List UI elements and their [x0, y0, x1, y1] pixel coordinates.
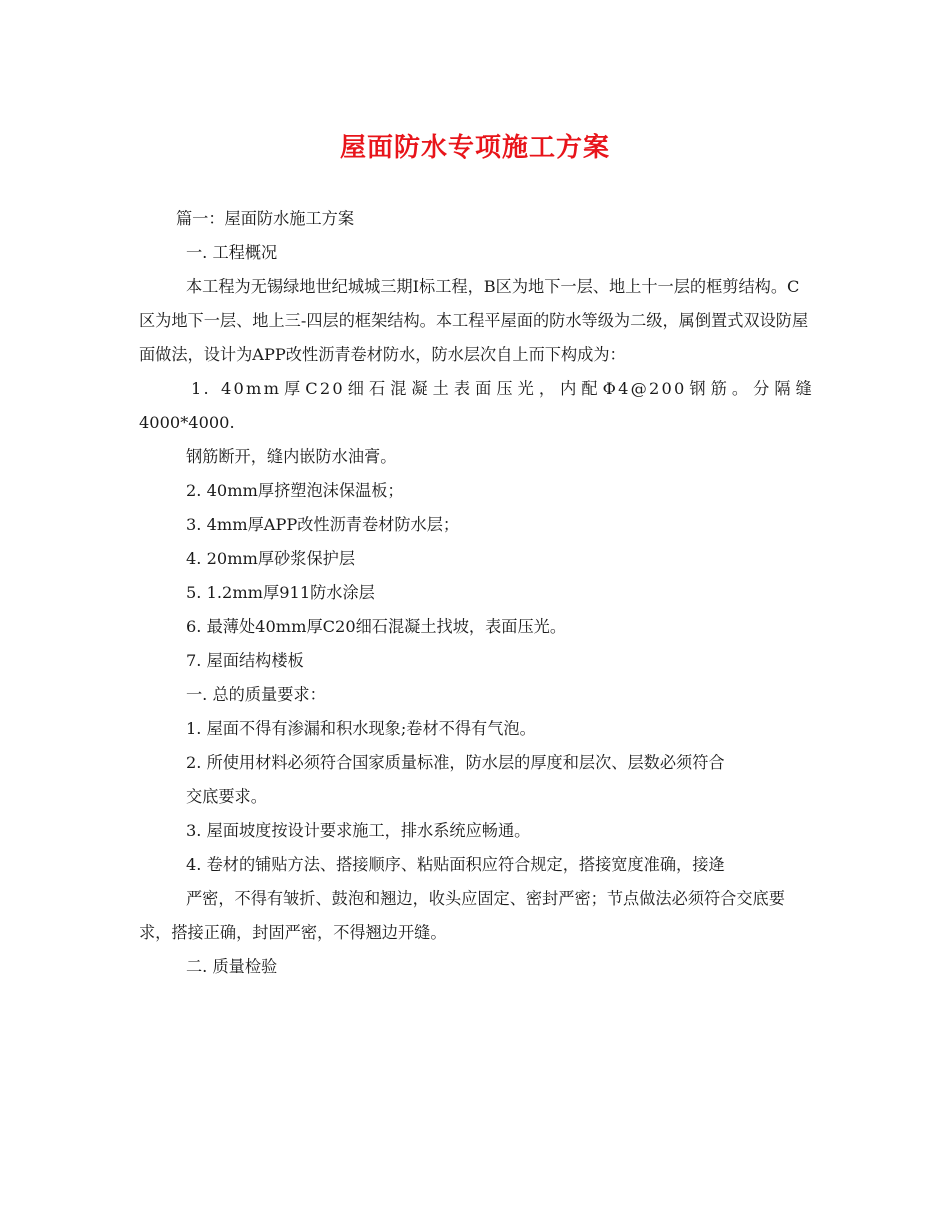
paragraph: 1. 40mm厚C20细石混凝土表面压光，内配Φ4@200钢筋。分隔缝 — [191, 379, 814, 398]
paragraph: 二. 质量检验 — [186, 957, 278, 976]
paragraph: 一. 工程概况 — [186, 243, 278, 262]
document-body — [139, 202, 814, 984]
paragraph: 5. 1.2mm厚911防水涂层 — [186, 583, 375, 602]
paragraph: 4. 20mm厚砂浆保护层 — [186, 549, 356, 568]
paragraph: 3. 屋面坡度按设计要求施工，排水系统应畅通。 — [186, 821, 531, 840]
paragraph: 2. 40mm厚挤塑泡沫保温板； — [186, 481, 404, 500]
paragraph: 4000*4000. — [139, 413, 235, 432]
paragraph: 本工程为无锡绿地世纪城城三期Ⅰ标工程，B区为地下一层、地上十一层的框剪结构。C区为地下一层、地上三-四层的框架结构。本工程平屋面的防水等级为二级，属倒置式双设防屋面做法，设计为APP改性沥青卷材防水，防水层次自上而下构成为： — [139, 277, 809, 364]
paragraph: 交底要求。 — [186, 787, 267, 806]
paragraph: 6. 最薄处40mm厚C20细石混凝土找坡，表面压光。 — [186, 617, 567, 636]
paragraph: 7. 屋面结构楼板 — [186, 651, 304, 670]
document-title: 屋面防水专项施工方案 — [339, 133, 610, 163]
paragraph: 2. 所使用材料必须符合国家质量标准，防水层的厚度和层次、层数必须符合 — [186, 753, 725, 772]
paragraph: 4. 卷材的铺贴方法、搭接顺序、粘贴面积应符合规定，搭接宽度准确，接逄 — [186, 855, 725, 874]
paragraph: 严密，不得有皱折、鼓泡和翘边，收头应固定、密封严密；节点做法必须符合交底要求，搭接正确，封固严密，不得翘边开缝。 — [139, 889, 785, 942]
paragraph: 3. 4mm厚APP改性沥青卷材防水层； — [186, 515, 460, 534]
paragraph: 钢筋断开，缝内嵌防水油膏。 — [186, 447, 397, 466]
paragraph: 一. 总的质量要求： — [186, 685, 326, 704]
paragraph: 篇一：屋面防水施工方案 — [176, 209, 355, 228]
paragraph: 1. 屋面不得有渗漏和积水现象;卷材不得有气泡。 — [186, 719, 536, 738]
